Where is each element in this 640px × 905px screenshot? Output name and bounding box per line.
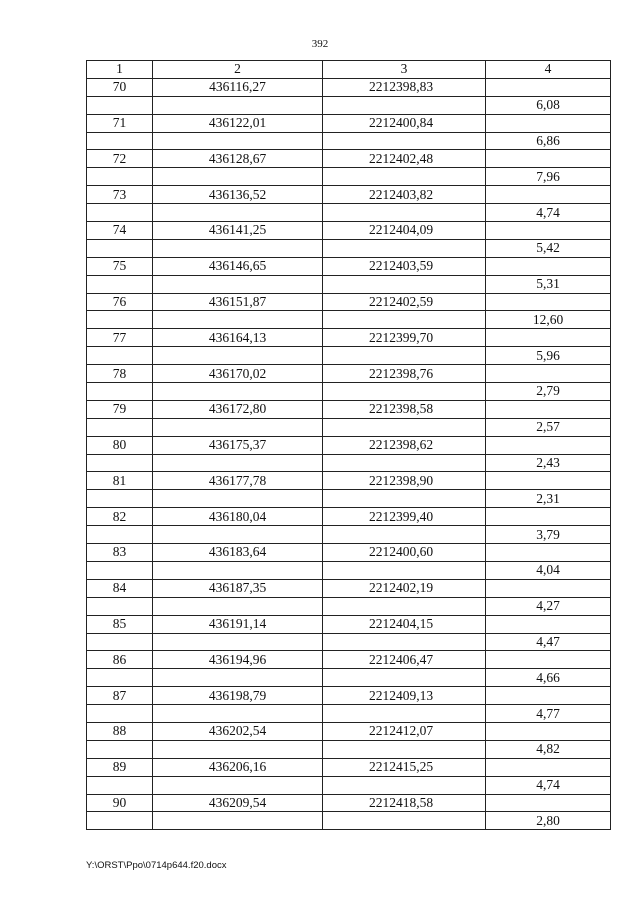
table-row — [87, 418, 611, 436]
x-coordinate-cell: 436180,04 — [153, 508, 323, 526]
empty-cell — [486, 222, 611, 240]
y-coordinate-cell: 2212409,13 — [323, 687, 486, 705]
table-row — [87, 454, 611, 472]
file-path-footer: Y:\ORST\Ppo\0714p644.f20.docx — [86, 860, 227, 871]
empty-cell — [486, 436, 611, 454]
empty-cell — [87, 347, 153, 365]
point-cell: 90 — [87, 794, 153, 812]
y-coordinate-cell: 2212412,07 — [323, 722, 486, 740]
empty-cell — [486, 615, 611, 633]
empty-cell — [323, 669, 486, 687]
empty-cell — [486, 687, 611, 705]
column-header: 2 — [153, 61, 323, 79]
table-row — [87, 526, 611, 544]
empty-cell — [486, 150, 611, 168]
x-coordinate-cell: 436170,02 — [153, 365, 323, 383]
empty-cell — [323, 383, 486, 401]
table-row — [87, 132, 611, 150]
empty-cell — [87, 311, 153, 329]
x-coordinate-cell: 436183,64 — [153, 544, 323, 562]
distance-cell: 4,77 — [486, 705, 611, 723]
empty-cell — [87, 633, 153, 651]
empty-cell — [153, 311, 323, 329]
x-coordinate-cell: 436191,14 — [153, 615, 323, 633]
table-row — [87, 329, 611, 347]
distance-cell: 3,79 — [486, 526, 611, 544]
empty-cell — [87, 132, 153, 150]
x-coordinate-cell: 436206,16 — [153, 758, 323, 776]
empty-cell — [87, 740, 153, 758]
empty-cell — [87, 454, 153, 472]
table-row — [87, 508, 611, 526]
empty-cell — [486, 293, 611, 311]
empty-cell — [153, 204, 323, 222]
table-row — [87, 490, 611, 508]
distance-cell: 2,31 — [486, 490, 611, 508]
y-coordinate-cell: 2212398,90 — [323, 472, 486, 490]
table-row — [87, 114, 611, 132]
empty-cell — [323, 132, 486, 150]
table-row — [87, 204, 611, 222]
y-coordinate-cell: 2212400,60 — [323, 544, 486, 562]
table-row — [87, 78, 611, 96]
point-cell: 71 — [87, 114, 153, 132]
empty-cell — [323, 168, 486, 186]
x-coordinate-cell: 436116,27 — [153, 78, 323, 96]
empty-cell — [153, 597, 323, 615]
empty-cell — [153, 812, 323, 830]
x-coordinate-cell: 436194,96 — [153, 651, 323, 669]
distance-cell: 4,27 — [486, 597, 611, 615]
empty-cell — [323, 311, 486, 329]
table-row — [87, 400, 611, 418]
table-row — [87, 812, 611, 830]
table-row — [87, 544, 611, 562]
table-row — [87, 472, 611, 490]
page-number: 392 — [311, 38, 329, 50]
table-row — [87, 633, 611, 651]
distance-cell: 4,74 — [486, 204, 611, 222]
table-row — [87, 740, 611, 758]
empty-cell — [486, 544, 611, 562]
table-row — [87, 669, 611, 687]
point-cell: 87 — [87, 687, 153, 705]
column-header: 1 — [87, 61, 153, 79]
empty-cell — [87, 168, 153, 186]
y-coordinate-cell: 2212400,84 — [323, 114, 486, 132]
column-header: 3 — [323, 61, 486, 79]
distance-cell: 4,04 — [486, 561, 611, 579]
point-cell: 72 — [87, 150, 153, 168]
point-cell: 83 — [87, 544, 153, 562]
empty-cell — [87, 418, 153, 436]
coordinates-table — [86, 60, 611, 830]
empty-cell — [87, 561, 153, 579]
empty-cell — [153, 490, 323, 508]
empty-cell — [87, 812, 153, 830]
y-coordinate-cell: 2212402,59 — [323, 293, 486, 311]
empty-cell — [153, 132, 323, 150]
empty-cell — [323, 275, 486, 293]
distance-cell: 4,74 — [486, 776, 611, 794]
distance-cell: 4,82 — [486, 740, 611, 758]
empty-cell — [153, 168, 323, 186]
empty-cell — [87, 669, 153, 687]
point-cell: 80 — [87, 436, 153, 454]
y-coordinate-cell: 2212402,19 — [323, 579, 486, 597]
table-row — [87, 776, 611, 794]
empty-cell — [323, 597, 486, 615]
table-row — [87, 579, 611, 597]
point-cell: 73 — [87, 186, 153, 204]
empty-cell — [153, 418, 323, 436]
empty-cell — [323, 418, 486, 436]
distance-cell: 2,57 — [486, 418, 611, 436]
distance-cell: 2,80 — [486, 812, 611, 830]
y-coordinate-cell: 2212398,83 — [323, 78, 486, 96]
empty-cell — [486, 400, 611, 418]
y-coordinate-cell: 2212403,59 — [323, 257, 486, 275]
empty-cell — [87, 204, 153, 222]
y-coordinate-cell: 2212406,47 — [323, 651, 486, 669]
empty-cell — [87, 597, 153, 615]
empty-cell — [153, 239, 323, 257]
table-row — [87, 186, 611, 204]
empty-cell — [486, 758, 611, 776]
y-coordinate-cell: 2212398,76 — [323, 365, 486, 383]
empty-cell — [323, 705, 486, 723]
x-coordinate-cell: 436128,67 — [153, 150, 323, 168]
empty-cell — [87, 96, 153, 114]
x-coordinate-cell: 436177,78 — [153, 472, 323, 490]
point-cell: 74 — [87, 222, 153, 240]
empty-cell — [486, 472, 611, 490]
x-coordinate-cell: 436202,54 — [153, 722, 323, 740]
empty-cell — [87, 776, 153, 794]
point-cell: 81 — [87, 472, 153, 490]
empty-cell — [323, 812, 486, 830]
empty-cell — [153, 669, 323, 687]
point-cell: 77 — [87, 329, 153, 347]
empty-cell — [323, 239, 486, 257]
empty-cell — [486, 508, 611, 526]
x-coordinate-cell: 436198,79 — [153, 687, 323, 705]
point-cell: 76 — [87, 293, 153, 311]
distance-cell: 5,31 — [486, 275, 611, 293]
y-coordinate-cell: 2212399,40 — [323, 508, 486, 526]
y-coordinate-cell: 2212399,70 — [323, 329, 486, 347]
empty-cell — [153, 705, 323, 723]
y-coordinate-cell: 2212404,15 — [323, 615, 486, 633]
distance-cell: 4,47 — [486, 633, 611, 651]
empty-cell — [87, 490, 153, 508]
table-row — [87, 758, 611, 776]
empty-cell — [153, 776, 323, 794]
empty-cell — [486, 722, 611, 740]
table-row — [87, 96, 611, 114]
empty-cell — [323, 204, 486, 222]
empty-cell — [153, 383, 323, 401]
table-header-row — [87, 61, 611, 79]
table-row — [87, 597, 611, 615]
table-row — [87, 347, 611, 365]
point-cell: 75 — [87, 257, 153, 275]
empty-cell — [323, 633, 486, 651]
table-row — [87, 311, 611, 329]
table-row — [87, 293, 611, 311]
table-row — [87, 275, 611, 293]
column-header: 4 — [486, 61, 611, 79]
x-coordinate-cell: 436141,25 — [153, 222, 323, 240]
y-coordinate-cell: 2212418,58 — [323, 794, 486, 812]
table-row — [87, 383, 611, 401]
empty-cell — [486, 257, 611, 275]
empty-cell — [323, 740, 486, 758]
empty-cell — [323, 776, 486, 794]
point-cell: 85 — [87, 615, 153, 633]
table-row — [87, 561, 611, 579]
point-cell: 88 — [87, 722, 153, 740]
empty-cell — [323, 561, 486, 579]
empty-cell — [87, 239, 153, 257]
empty-cell — [153, 740, 323, 758]
x-coordinate-cell: 436187,35 — [153, 579, 323, 597]
y-coordinate-cell: 2212398,62 — [323, 436, 486, 454]
point-cell: 82 — [87, 508, 153, 526]
empty-cell — [486, 651, 611, 669]
table-row — [87, 615, 611, 633]
distance-cell: 5,42 — [486, 239, 611, 257]
table-row — [87, 651, 611, 669]
empty-cell — [87, 526, 153, 544]
x-coordinate-cell: 436209,54 — [153, 794, 323, 812]
empty-cell — [323, 347, 486, 365]
y-coordinate-cell: 2212403,82 — [323, 186, 486, 204]
empty-cell — [87, 275, 153, 293]
point-cell: 89 — [87, 758, 153, 776]
empty-cell — [486, 114, 611, 132]
x-coordinate-cell: 436151,87 — [153, 293, 323, 311]
table-body — [87, 78, 611, 829]
empty-cell — [486, 186, 611, 204]
x-coordinate-cell: 436146,65 — [153, 257, 323, 275]
empty-cell — [323, 454, 486, 472]
table-row — [87, 687, 611, 705]
y-coordinate-cell: 2212415,25 — [323, 758, 486, 776]
point-cell: 70 — [87, 78, 153, 96]
table-row — [87, 436, 611, 454]
distance-cell: 4,66 — [486, 669, 611, 687]
distance-cell: 5,96 — [486, 347, 611, 365]
table-row — [87, 239, 611, 257]
x-coordinate-cell: 436172,80 — [153, 400, 323, 418]
empty-cell — [87, 383, 153, 401]
distance-cell: 2,79 — [486, 383, 611, 401]
distance-cell: 2,43 — [486, 454, 611, 472]
empty-cell — [153, 526, 323, 544]
table-row — [87, 222, 611, 240]
point-cell: 84 — [87, 579, 153, 597]
empty-cell — [486, 329, 611, 347]
table-row — [87, 257, 611, 275]
y-coordinate-cell: 2212402,48 — [323, 150, 486, 168]
empty-cell — [153, 561, 323, 579]
table-row — [87, 794, 611, 812]
table-row — [87, 722, 611, 740]
point-cell: 78 — [87, 365, 153, 383]
distance-cell: 6,86 — [486, 132, 611, 150]
empty-cell — [153, 633, 323, 651]
empty-cell — [153, 96, 323, 114]
distance-cell: 12,60 — [486, 311, 611, 329]
empty-cell — [486, 78, 611, 96]
x-coordinate-cell: 436136,52 — [153, 186, 323, 204]
table-row — [87, 168, 611, 186]
empty-cell — [323, 526, 486, 544]
distance-cell: 7,96 — [486, 168, 611, 186]
y-coordinate-cell: 2212398,58 — [323, 400, 486, 418]
distance-cell: 6,08 — [486, 96, 611, 114]
empty-cell — [87, 705, 153, 723]
empty-cell — [153, 454, 323, 472]
empty-cell — [153, 275, 323, 293]
empty-cell — [323, 490, 486, 508]
x-coordinate-cell: 436175,37 — [153, 436, 323, 454]
empty-cell — [486, 794, 611, 812]
x-coordinate-cell: 436164,13 — [153, 329, 323, 347]
x-coordinate-cell: 436122,01 — [153, 114, 323, 132]
point-cell: 79 — [87, 400, 153, 418]
table-row — [87, 365, 611, 383]
point-cell: 86 — [87, 651, 153, 669]
empty-cell — [486, 579, 611, 597]
y-coordinate-cell: 2212404,09 — [323, 222, 486, 240]
table-row — [87, 150, 611, 168]
empty-cell — [153, 347, 323, 365]
table-row — [87, 705, 611, 723]
empty-cell — [323, 96, 486, 114]
empty-cell — [486, 365, 611, 383]
